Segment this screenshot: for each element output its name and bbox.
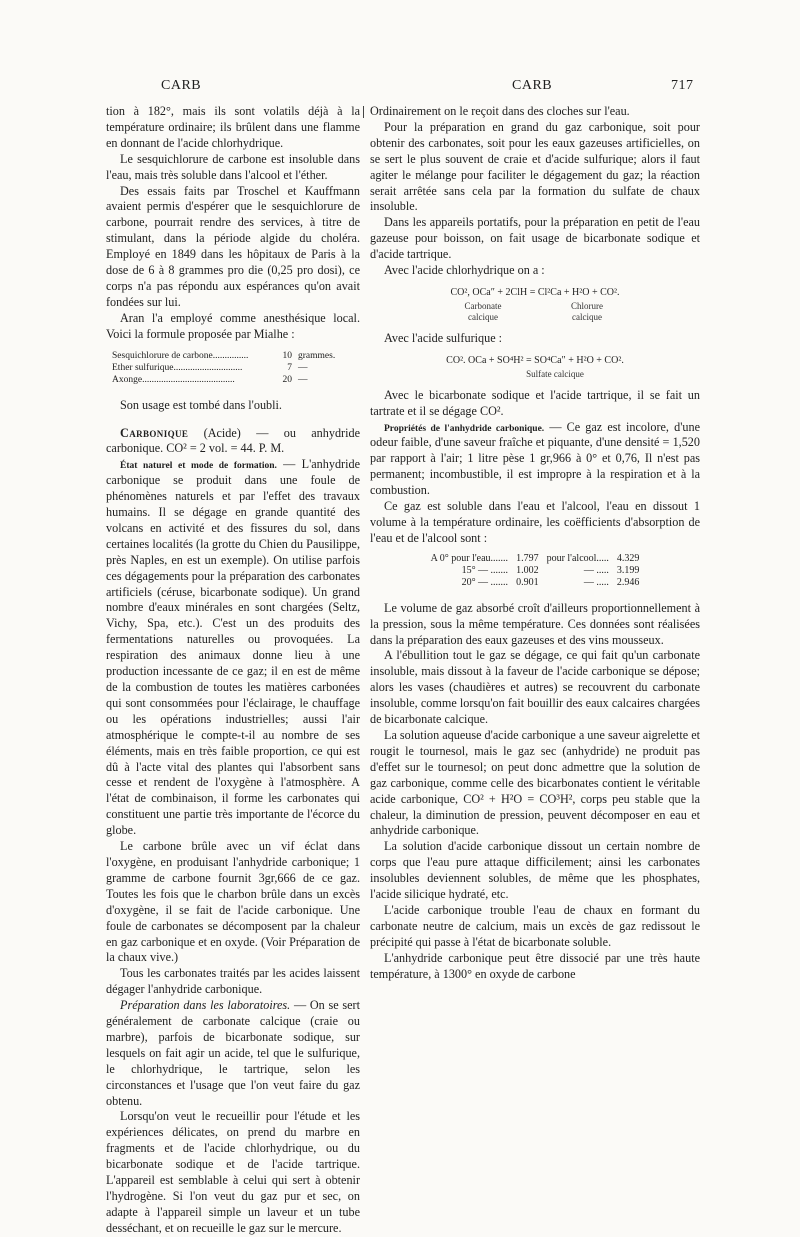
ingredient-unit: — — [298, 362, 308, 373]
section-text: — On se sert généralement de carbonate calcique (craie ou marbre), parfois de bicarbonate sodique, sur lesquels on fait agir un acide, tel que le sulfurique, le chlorhydrique, le tartrique, selon les circonstances et l'usage que l'on veut faire du gaz obtenu. — [106, 998, 360, 1108]
running-head-left: CARB — [161, 78, 202, 93]
section-text: — Ce gaz est incolore, d'une odeur faible, d'une saveur fraîche et piquante, d'une densité = 1,520 par rapport à l'air; 1 litre pèse 1 gr,966 à 0° et 0,76, Il n'est pas permanent; incombustible, il est impropre à la respiration et à la combustion. — [370, 419, 700, 498]
paragraph: Le volume de gaz absorbé croît d'ailleurs proportionnellement à la pression, sous la même température. Ces données sont réalisées dans la préparation des eaux gazeuses et des vins mousseux. — [370, 600, 700, 647]
left-column — [106, 104, 360, 1237]
equation-label: Chlorure calcique — [571, 300, 603, 322]
water-cell: 1.002 — [516, 564, 539, 576]
ingredient-name: Sesquichlorure de carbone............... — [112, 350, 249, 361]
ingredient-qty: 7 — [287, 362, 292, 373]
paragraph: Tous les carbonates traités par les acides laissent dégager l'anhydride carbonique. — [106, 966, 360, 997]
paragraph: Avec le bicarbonate sodique et l'acide tartrique, il se fait un tartrate et il se dégage CO². — [370, 387, 700, 418]
entry-heading — [106, 426, 360, 458]
paragraph: Avec l'acide sulfurique : — [384, 330, 503, 345]
section-text: — L'anhydride carbonique se produit dans une foule de phénomènes naturels et par l'effet des travaux humains. Il se dégage en grande quantité des volcans en activité et des fissures du sol, dans certaines localités (la grotte du Chien du Pausilippe, près Naples, en est un exemple). On utilise parfois ces dégagements pour la préparation des carbonates artificiels (céruse, bicarbonate sodique). Un grand nombre d'eaux minérales en sont chargées (Seltz, Vichy, Spa, etc.). C'est un des produits des fermentations naturelles ou provoquées. La respiration des animaux donne lieu à une production incessante de ce gaz; il en est de même de la combustion de toutes les matières carbonées qui sont consommées pour l'éclairage, le chauffage ou les opérations industrielles; aussi l'air atmosphérique le compte-t-il au nombre de ses éléments, mais en très faible proportion, ce qui est dû à l'acte vital des plantes qui l'absorbent sans cesse et rendent de l'oxygène à l'atmosphère. A l'état de combinaison, il forme les carbonates qui constituent une partie très importante de l'écorce du globe. — [106, 457, 361, 838]
equation-label: Carbonate calcique — [464, 300, 502, 322]
ingredient-qty: 20 — [282, 374, 292, 385]
equation-labels — [370, 301, 700, 323]
ingredient-unit: — — [298, 374, 308, 385]
paragraph: L'anhydride carbonique peut être dissocié par une très haute température, à 1300° en oxyde de carbone — [370, 950, 700, 981]
section-paragraph — [106, 998, 360, 1109]
table-row — [427, 577, 644, 589]
column-rule — [363, 106, 364, 118]
right-column — [370, 104, 700, 983]
paragraph: A l'ébullition tout le gaz se dégage, ce qui fait qu'un carbonate insoluble, mais dissout à la faveur de l'acide carbonique se dépose; alors les vases (chaudières et autres) se recouvrent du carbonate insoluble, comme lorsqu'on fait bouillir des eaux calcaires chargées de bicarbonate calcique. — [370, 648, 700, 727]
paragraph: Des essais faits par Troschel et Kauffmann avaient permis d'espérer que le sesquichlorure de carbone, pourrait rendre des services, à titre de stimulant, dans la période algide du choléra. Employé en 1849 dans les hôpitaux de Paris à la dose de 6 à 8 grammes pro die (0,25 pro dosi), ce corps n'a pas répondu aux espérances qu'on avait fondées sur lui. — [106, 183, 360, 309]
paragraph: La solution aqueuse d'acide carbonique a une saveur aigrelette et rougit le tournesol, mais le gaz sec (anhydride) ne produit pas d'effet sur le tournesol; on peut donc admettre que la solution de gaz carbonique, comme celle des bicarbonates contient le véritable acide carbonique, CO² + H²O = CO³H², corps peu stable que la chaleur, la diminution de pression, peuvent décomposer en eau et anhydride carbonique. — [370, 728, 700, 838]
alcohol-cell: 4.329 — [616, 552, 640, 564]
alcohol-label-cell: — ..... — [583, 576, 609, 588]
temp-cell: 15° — ....... — [461, 564, 509, 576]
equation-sulfuric — [370, 353, 700, 380]
water-cell: 1.797 — [516, 552, 539, 564]
equation-line: CO², OCa″ + 2ClH = Cl²Ca + H²O + CO². — [450, 286, 620, 298]
formula-table — [112, 350, 360, 386]
alcohol-cell: 2.946 — [616, 576, 640, 588]
paragraph: Avec l'acide chlorhydrique on a : — [384, 263, 545, 278]
paragraph: Dans les appareils portatifs, pour la préparation en petit de l'eau gazeuse pour boisson, on fait usage de bicarbonate sodique et d'acide tartrique. — [370, 215, 700, 262]
section-title: Propriétés de l'anhydride carbonique. — [384, 423, 545, 434]
equation-hcl — [370, 285, 700, 323]
formula-row — [112, 350, 360, 362]
paragraph: Le carbone brûle avec un vif éclat dans l'oxygène, en produisant l'anhydride carbonique; 1 gramme de carbone fournit 3gr,666 de ce gaz. Toutes les fois que le charbon brûle dans un excès d'oxygène, il se fait de l'acide carbonique. Une foule de carbonates se décomposent par la chaleur en gaz carbonique et en oxyde. (Voir Préparation de la chaux vive.) — [106, 839, 360, 965]
ingredient-name: Axonge....................................... — [112, 374, 235, 385]
entry-rest: (Acide) — ou anhydride carbonique. CO² = 2 vol. = 44. P. M. — [106, 425, 360, 456]
entry-title: Carbonique — [120, 425, 189, 440]
paragraph: Pour la préparation en grand du gaz carbonique, soit pour obtenir des carbonates, soit pour les eaux gazeuses artificielles, on se sert le plus souvent de craie et d'acide sulfurique; alors il faut agiter le mélange pour faciliter le dégagement du gaz; la réaction serait arrêtée sans cela par la formation du sulfate de chaux insoluble. — [370, 119, 700, 214]
running-head-center: CARB — [512, 78, 553, 93]
table-row — [427, 565, 644, 577]
equation-label: Sulfate calcique — [526, 368, 584, 379]
temp-cell: A 0° pour l'eau....... — [430, 552, 509, 564]
paragraph: Lorsqu'on veut le recueillir pour l'étude et les expériences délicates, on prend du marbre en fragments et de l'acide chlorhydrique, ou du bicarbonate sodique et de l'acide tartrique. L'appareil est semblable à celui qui sert à obtenir l'hydrogène. Si l'on veut du gaz pur et sec, on adapte à l'appareil simple un laveur et un tube desséchant, et on recueille le gaz sur le mercure. — [106, 1109, 360, 1235]
solubility-table — [427, 553, 644, 589]
paragraph: La solution d'acide carbonique dissout un certain nombre de corps que l'eau pure attaque difficilement; ainsi les carbonates insolubles deviennent solubles, de même que les phosphates, l'acide silicique hydraté, etc. — [370, 839, 700, 902]
ingredient-name: Ether sulfurique............................. — [112, 362, 243, 373]
table-row — [427, 553, 644, 565]
paragraph: Aran l'a employé comme anesthésique local. Voici la formule proposée par Mialhe : — [106, 310, 360, 341]
alcohol-label-cell: pour l'alcool..... — [546, 552, 609, 564]
temp-cell: 20° — ....... — [461, 576, 509, 588]
section-title: État naturel et mode de formation. — [120, 461, 277, 472]
equation-line: CO². OCa + SO⁴H² = SO⁴Ca″ + H²O + CO². — [446, 354, 624, 366]
paragraph: tion à 182°, mais ils sont volatils déjà à la température ordinaire; ils brûlent dans une flamme en donnant de l'acide chlorhydrique. — [106, 104, 360, 150]
section-paragraph — [370, 420, 700, 500]
water-cell: 0.901 — [516, 576, 539, 588]
paragraph: Ordinairement on le reçoit dans des cloches sur l'eau. — [370, 104, 630, 118]
page-number: 717 — [671, 78, 694, 93]
ingredient-qty: 10 — [282, 350, 292, 361]
paragraph: L'acide carbonique trouble l'eau de chaux en formant du carbonate neutre de calcium, mais un excès de gaz redissout le précipité qui passe à l'état de bicarbonate soluble. — [370, 902, 700, 949]
paragraph: Le sesquichlorure de carbone est insoluble dans l'eau, mais très soluble dans l'alcool et l'éther. — [106, 151, 360, 182]
alcohol-label-cell: — ..... — [583, 564, 609, 576]
paragraph: Ce gaz est soluble dans l'eau et l'alcool, l'eau en dissout 1 volume à la température ordinaire, les coëfficients d'absorption de l'eau et de l'alcool sont : — [370, 499, 700, 545]
formula-row — [112, 362, 360, 374]
section-paragraph — [106, 457, 360, 839]
section-title: Préparation dans les laboratoires. — [120, 998, 291, 1013]
ingredient-unit: grammes. — [298, 350, 336, 361]
paragraph: Son usage est tombé dans l'oubli. — [120, 397, 282, 412]
alcohol-cell: 3.199 — [616, 564, 640, 576]
formula-row — [112, 374, 360, 386]
